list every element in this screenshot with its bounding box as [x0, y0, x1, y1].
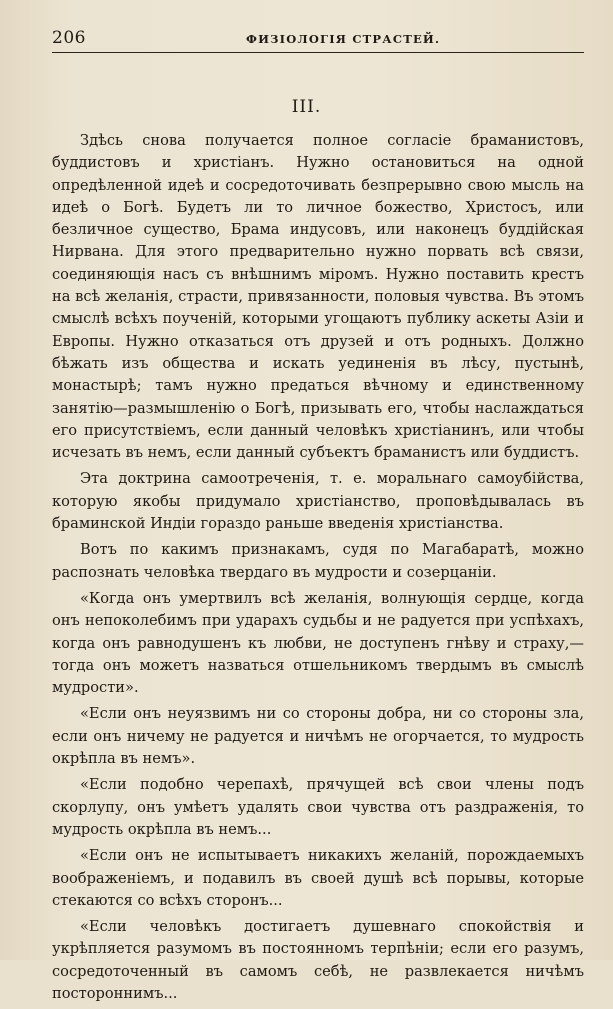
header-rule — [52, 52, 584, 53]
running-title: ФИЗIОЛОГIЯ СТРАСТЕЙ. — [246, 32, 441, 46]
quote-paragraph: «Если онъ не испытываетъ никакихъ желанiй, порождаемыхъ воображенiемъ, и подавилъ въ своей душѣ всѣ порывы, которые стекаются со всѣхъ сторонъ... — [52, 847, 584, 909]
quote-paragraph: «Если подобно черепахѣ, прячущей всѣ свои члены подъ скорлупу, онъ умѣетъ удалять свои чувства отъ раздраженiя, то мудрость окрѣпла въ немъ... — [52, 776, 584, 838]
page-header — [52, 28, 584, 50]
page-number: 206 — [52, 28, 86, 48]
paragraph: Здѣсь снова получается полное согласie браманистовъ, буддистовъ и христiанъ. Нужно остановиться на одной опредѣленной идеѣ и сосредоточивать безпрерывно свою мысль на идеѣ о Богѣ. Будетъ ли то личное божество, Христосъ, или безличное существо, Брама индусовъ, или наконецъ буддiйская Нирвана. Для этого предварительно нужно порвать всѣ связи, соединяющiя насъ съ внѣшнимъ мiромъ. Нужно поставить крестъ на всѣ желанiя, страсти, привязанности, половыя чувства. Въ этомъ смыслѣ всѣхъ поученiй, которыми угощаютъ публику аскеты Азiи и Европы. Нужно отказаться отъ друзей и отъ родныхъ. Должно бѣжать изъ общества и искать уединенiя въ лѣсу, пустынѣ, монастырѣ; тамъ нужно предаться вѣчному и единственному занятiю—размышленiю о Богѣ, призывать его, чтобы наслаждаться его присутствiемъ, если данный человѣкъ христiанинъ, или чтобы исчезать въ немъ, если данный субъектъ браманистъ или буддистъ. — [52, 132, 584, 462]
quote-paragraph: «Когда онъ умертвилъ всѣ желанiя, волнующiя сердце, когда онъ непоколебимъ при ударахъ судьбы и не радуется при успѣхахъ, когда онъ равнодушенъ къ любви, не доступенъ гнѣву и страху,—тогда онъ можетъ назваться отшельникомъ твердымъ въ смыслѣ мудрости». — [52, 589, 584, 697]
paragraph: Вотъ по какимъ признакамъ, судя по Магабаратѣ, можно распознать человѣка твердаго въ мудрости и созерцанiи. — [52, 541, 584, 581]
paragraph: Эта доктрина самоотреченiя, т. е. моральнаго самоубiйства, которую якобы придумало христiанство, проповѣдывалась въ браминской Индiи гораздо раньше введенiя христiанства. — [52, 470, 584, 533]
quote-paragraph: «Если человѣкъ достигаетъ душевнаго спокойствiя и укрѣпляется разумомъ въ постоянномъ терпѣнiи; если его разумъ, сосредоточенный въ самомъ себѣ, не развлекается ничѣмъ постороннимъ... — [52, 918, 584, 1002]
body-text — [52, 130, 584, 1009]
quote-paragraph: «Если онъ неуязвимъ ни со стороны добра, ни со стороны зла, если онъ ничему не радуется и ничѣмъ не огорчается, то мудрость окрѣпла въ немъ». — [52, 705, 584, 768]
section-number: III. — [291, 97, 322, 117]
